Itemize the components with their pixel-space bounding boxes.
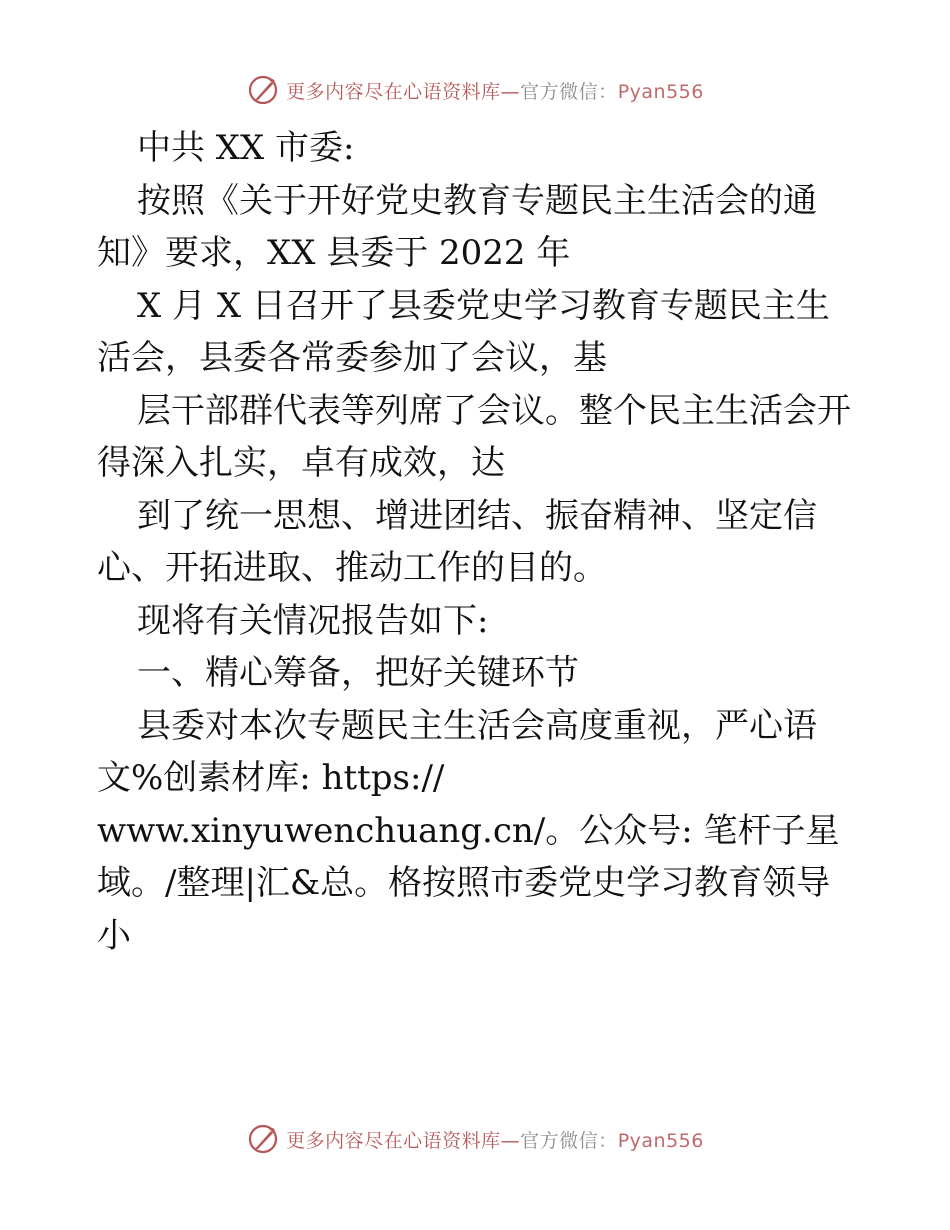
doc-line: 按照《关于开好党史教育专题民主生活会的通 bbox=[137, 180, 817, 221]
doc-line: 得深入扎实，卓有成效，达 bbox=[97, 443, 505, 483]
doc-line: 知》要求，XX 县委于 2022 年 bbox=[97, 233, 571, 273]
doc-line: X 月 X 日召开了县委党史学习教育专题民主生 bbox=[137, 285, 830, 326]
doc-line: 现将有关情况报告如下: bbox=[137, 600, 489, 641]
doc-line: 文%创素材库: https:// bbox=[97, 758, 445, 798]
footer-watermark bbox=[0, 1121, 950, 1157]
doc-line: www.xinyuwenchuang.cn/。公众号: 笔杆子星 bbox=[97, 810, 840, 851]
header-watermark bbox=[0, 72, 950, 108]
doc-line: 一、精心筹备，把好关键环节 bbox=[137, 653, 579, 693]
doc-line: 层干部群代表等列席了会议。整个民主生活会开 bbox=[137, 390, 851, 431]
doc-line: 小 bbox=[97, 915, 131, 956]
doc-line: 县委对本次专题民主生活会高度重视，严心语 bbox=[137, 705, 817, 746]
doc-line: 到了统一思想、增进团结、振奋精神、坚定信 bbox=[137, 495, 817, 536]
document-body bbox=[97, 122, 857, 962]
doc-line: 中共 XX 市委: bbox=[137, 128, 355, 168]
quill-pen-logo-icon bbox=[246, 1122, 280, 1156]
quill-pen-logo-icon bbox=[246, 73, 280, 107]
doc-line: 活会，县委各常委参加了会议，基 bbox=[97, 338, 607, 378]
watermark-text: 更多内容尽在心语资料库—官方微信：Pyan556 bbox=[286, 80, 704, 103]
doc-line: 域。/整理|汇&总。格按照市委党史学习教育领导 bbox=[97, 863, 831, 903]
doc-line: 心、开拓进取、推动工作的目的。 bbox=[97, 548, 607, 588]
watermark-text: 更多内容尽在心语资料库—官方微信：Pyan556 bbox=[286, 1129, 704, 1152]
